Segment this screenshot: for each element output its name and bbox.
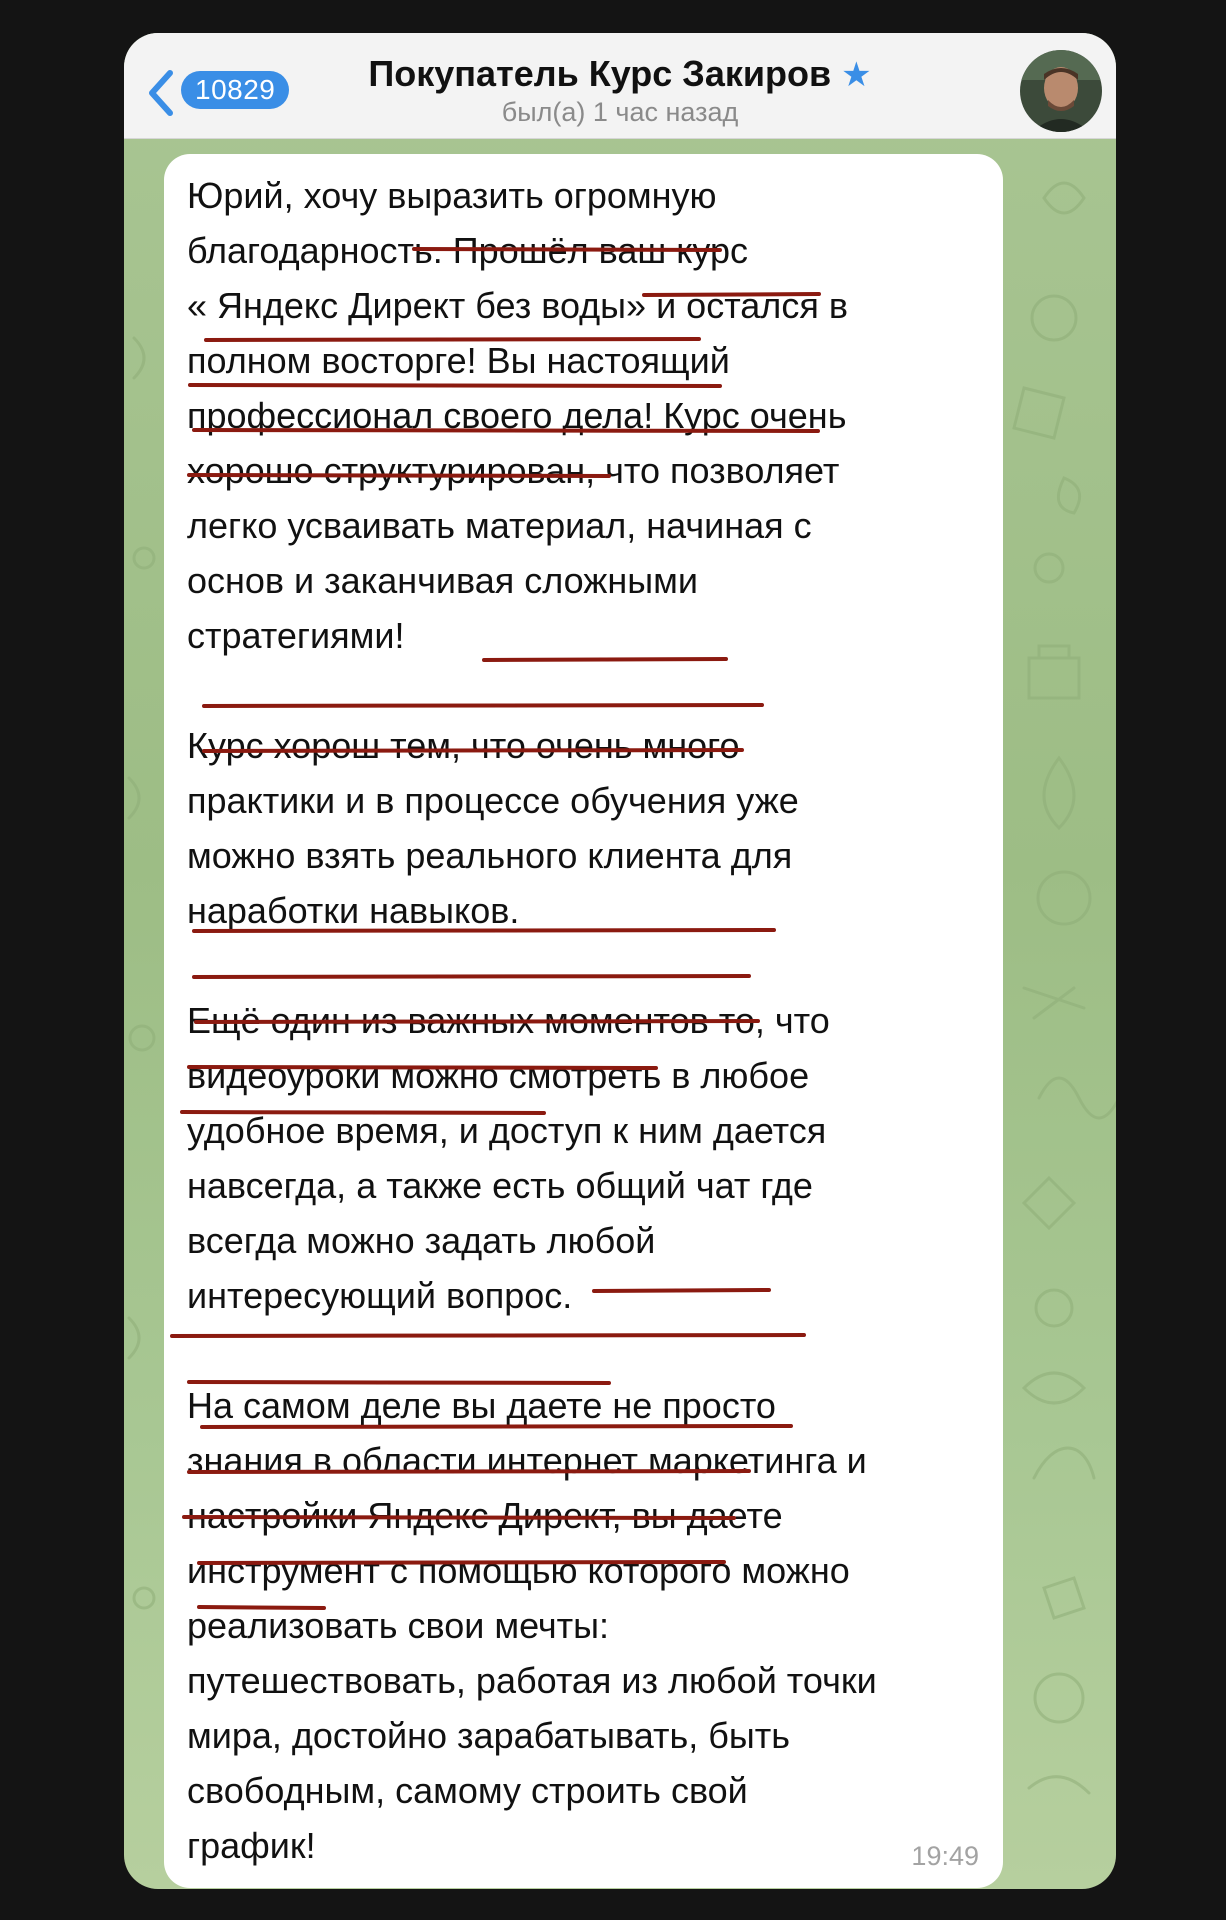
last-seen-status: был(а) 1 час назад [501, 97, 739, 127]
message-bubble[interactable] [164, 154, 1003, 1888]
message-time: 19:49 [911, 1841, 979, 1871]
unread-count-badge[interactable]: 10829 [181, 71, 289, 109]
avatar[interactable] [1020, 50, 1102, 132]
message-text: Юрий, хочу выразить огромную благодарность. Прошёл ваш курс « Яндекс Директ без воды» и остался в полном восторге! Вы настоящий профессионал своего дела! Курс очень хорошо структурирован, что позволяет легко усваивать материал, начиная с основ и заканчивая сложными стратегиями! Курс хорош тем, что очень много практики и в процессе обучения уже можно взять реального клиента для наработки навыков. Ещё один из важных моментов то, что видеоуроки можно смотреть в любое удобное время, и доступ к ним дается навсегда, а также есть общий чат где всегда можно задать любой интересующий вопрос. На самом деле вы даете не просто знания в области интернет маркетинга и настройки Яндекс Директ, вы даете инструмент с помощью которого можно реализовать свои мечты: путешествовать, работая из любой точки мира, достойно зарабатывать, быть свободным, самому строить свой график! [187, 175, 877, 1866]
chat-title[interactable] [124, 53, 1116, 95]
chat-title-text: Покупатель Курс Закиров [368, 53, 832, 94]
chat-screen [124, 33, 1116, 1889]
star-icon: ★ [841, 56, 872, 94]
chat-header [124, 33, 1116, 139]
